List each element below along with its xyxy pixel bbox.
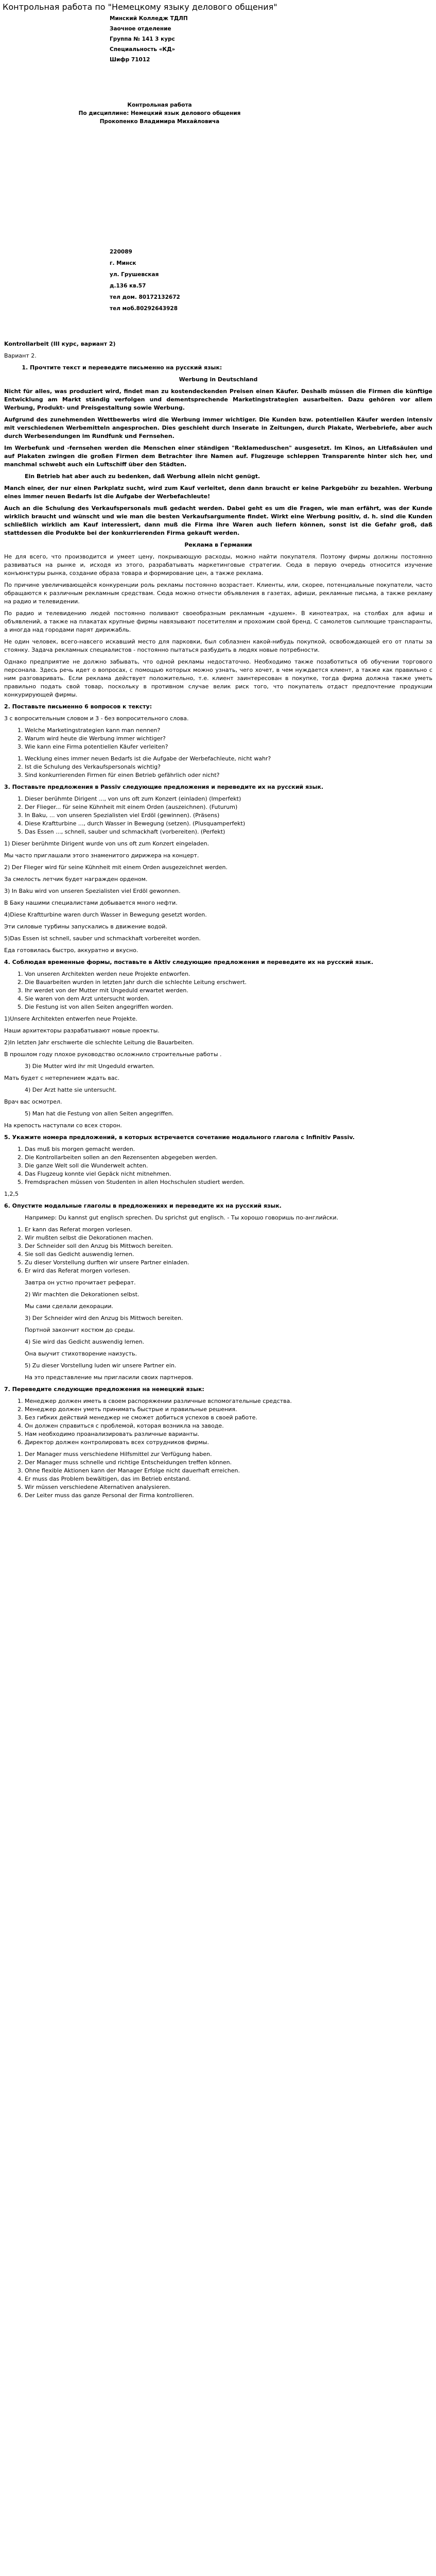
list-item: 6. Er wird das Referat morgen vorlesen. (25, 1267, 432, 1275)
list-item: 5. Die Festung ist von allen Seiten angegriffen worden. (25, 1003, 432, 1011)
list-item: 4. Das Flugzeug konnte viel Gepäck nicht mitnehmen. (25, 1170, 432, 1178)
header-line: Заочное отделение (110, 26, 171, 32)
header-line: Группа № 141 3 курс (110, 36, 175, 42)
answer-line: 3) Der Schneider wird den Anzug bis Mittwoch bereiten. (25, 1315, 183, 1321)
list-item: 4. Diese Kraftturbine ..., durch Wasser in Bewegung (setzen). (Plusquamperfekt) (25, 820, 432, 828)
answer-line: 4) Sie wird das Gedicht auswendig lernen. (25, 1338, 145, 1345)
answer-line: За смелость летчик будет награжден орденом. (4, 876, 148, 883)
list-item: 2. Менеджер должен уметь принимать быстрые и правильные решения. (25, 1405, 432, 1414)
task2-heading: 2. Поставьте письменно 6 вопросов к тексту: (4, 703, 152, 710)
german-paragraph: Auch an die Schulung des Verkaufspersonals muß gedacht werden. Dabei geht es um die Fragen, wie man erfährt, was der Kunde wirklich braucht und wünscht und wie man die besten Verkaufsargumente findet. Wirkt eine Werbung positiv, d. h. sind die Kunden schließlich wirklich am Kauf interessiert, dann muß die Firma ihre Waren auch liefern können, sonst ist die Gefahr groß, daß stattdessen die Produkte bei der konkurrierenden Firma gekauft werden. (4, 505, 432, 536)
address-line: ул. Грушевская (110, 272, 159, 278)
german-paragraph: Manch einer, der nur einen Parkplatz sucht, wird zum Kauf verleitet, denn dann braucht er keine Parkgebühr zu bezahlen. Werbung eines immer neuen Bedarfs ist die Aufgabe der Werbefachleute! (4, 485, 432, 500)
header-line: Минский Колледж ТДЛП (110, 15, 188, 22)
address-line: д.136 кв.57 (110, 283, 146, 289)
answer-line: 2)In letzten Jahr erschwerte die schlechte Leitung die Bauarbeiten. (4, 1039, 194, 1046)
task1-title: Werbung in Deutschland (179, 376, 258, 383)
answer-line: Мы часто приглашали этого знаменитого дирижера на концерт. (4, 852, 199, 859)
russian-paragraph: Не один человек, всего-навсего искавший место для парковки, был соблазнен какой-нибудь покупкой, освобождающей его от платы за стоянку. Задача рекламных специалистов - постоянно пытаться разбудить в людях новые потребности. (4, 638, 432, 653)
list-item: 1. Von unseren Architekten werden neue Projekte entworfen. (25, 970, 432, 978)
answer-line: Наши архитекторы разрабатывают новые проекты. (4, 1027, 160, 1034)
answer-line: Эти силовые турбины запускались в движение водой. (4, 923, 167, 930)
list-item: 2. Der Manager muss schnelle und richtige Entscheidungen treffen können. (25, 1459, 432, 1467)
answer-line: Она выучит стихотворение наизусть. (25, 1350, 137, 1357)
answer-line: Завтра он устно прочитает реферат. (25, 1279, 136, 1286)
list-item: 3. Ihr werdet von der Mutter mit Ungeduld erwartet werden. (25, 987, 432, 995)
list-item: 3. Der Schneider soll den Anzug bis Mittwoch bereiten. (25, 1242, 432, 1250)
answer-line: Еда готовилась быстро, аккуратно и вкусно. (4, 947, 138, 954)
task3-heading: 3. Поставьте предложения в Passiv следующие предложения и переведите их на русский язык. (4, 784, 324, 790)
answer-line: 1) Dieser berühmte Dirigent wurde von uns oft zum Konzert eingeladen. (4, 840, 210, 847)
task6-example: Например: Du kannst gut englisch sprechen. Du sprichst gut englisch. - Ты хорошо говоришь по-английски. (25, 1214, 339, 1221)
answer-line: Мы сами сделали декорации. (25, 1303, 114, 1310)
german-paragraph: Ein Betrieb hat aber auch zu bedenken, daß Werbung allein nicht genügt. (25, 473, 260, 480)
answer-line: 5) Man hat die Festung von allen Seiten angegriffen. (25, 1110, 174, 1117)
kontrol-label: Kontrollarbeit (III курс, вариант 2) (4, 341, 116, 347)
address-line: 220089 (110, 249, 132, 255)
russian-paragraph: По причине увеличивающейся конкуренции роль рекламы постоянно возрастает. Клиенты, или, скорее, потенциальные покупатели, часто обращаются к различным рекламным средствам. Сюда можно отнести объявления в газетах, афиши, рекламные письма, а также рекламу на радио и телевидении. (4, 582, 432, 605)
german-paragraph: Im Werbefunk und -fernsehen werden die Menschen einer ständigen "Reklameduschen" ausgesetzt. Im Kinos, an Litfaßsäulen und auf Plakaten zwingen die großen Firmen dem Betrachter ihre Namen auf. Flugzeuge schleppen Transparente hinter sich her, und manchmal schwebt auch ein Luftschiff über den Städten. (4, 445, 432, 468)
answer-line: 3) Die Mutter wird ihr mit Ungeduld erwarten. (25, 1063, 155, 1070)
list-item: 4. Sie waren von dem Arzt untersucht worden. (25, 995, 432, 1003)
list-item: 4. Он должен справиться с проблемой, которая возникла на заводе. (25, 1422, 432, 1430)
list-item: 2. Warum wird heute die Werbung immer wichtiger? (25, 735, 432, 743)
list-item: 2. Wir mußten selbst die Dekorationen machen. (25, 1234, 432, 1242)
work-title-line: Контрольная работа (127, 102, 192, 108)
answer-line: На крепость наступали со всех сторон. (4, 1122, 122, 1129)
work-title-block (0, 101, 319, 126)
work-title-line: Прокопенко Владимира Михайловича (99, 118, 220, 125)
answer-line: 5)Das Essen ist schnell, sauber und schmackhaft vorbereitet worden. (4, 935, 201, 942)
answer-line: 1)Unsere Architekten entwerfen neue Projekte. (4, 1015, 137, 1022)
address-block (110, 246, 180, 314)
variant-label: Вариант 2. (4, 352, 37, 359)
main-content (4, 340, 432, 1503)
list-item: 1. Der Manager muss verschiedene Hilfsmittel zur Verfügung haben. (25, 1450, 432, 1459)
list-item: 3. Wie kann eine Firma potentiellen Käufer verleiten? (25, 743, 432, 751)
answer-line: 4) Der Arzt hatte sie untersucht. (25, 1087, 117, 1093)
russian-title: Реклама в Германии (184, 541, 252, 548)
address-line: тел моб.80292643928 (110, 306, 178, 312)
document-title: Контрольная работа по "Немецкому языку делового общения" (3, 2, 277, 12)
list-item: 2. Ist die Schulung des Verkaufspersonals wichtig? (25, 763, 432, 771)
list-item: 1. Das muß bis morgen gemacht werden. (25, 1145, 432, 1154)
answer-line: 4)Diese Kraftturbine waren durch Wasser in Bewegung gesetzt worden. (4, 911, 207, 918)
list-item: 3. Без гибких действий менеджер не сможет добиться успехов в своей работе. (25, 1414, 432, 1422)
answer-line: На это представление мы пригласили своих партнеров. (25, 1374, 194, 1381)
german-paragraph: Aufgrund des zunehmenden Wettbewerbs wird die Werbung immer wichtiger. Die Kunden bzw. potentiellen Käufer werden intensiv mit verschiedenen Werbemitteln angesprochen. Dies geschieht durch Inserate in Zeitungen, durch Plakate, Werbebriefe, aber auch durch Werbesendungen im Rundfunk und Fernsehen. (4, 416, 432, 439)
task1-heading: 1. Прочтите текст и переведите письменно на русский язык: (30, 364, 432, 372)
list-item: 1. Welche Marketingstrategien kann man nennen? (25, 726, 432, 735)
answer-line: 2) Wir machten die Dekorationen selbst. (25, 1291, 139, 1298)
list-item: 5. Zu dieser Vorstellung durften wir unsere Partner einladen. (25, 1259, 432, 1267)
list-item: 5. Fremdsprachen müssen von Studenten in allen Hochschulen studiert werden. (25, 1178, 432, 1187)
answer-line: 3) In Baku wird von unseren Spezialisten viel Erdöl gewonnen. (4, 888, 181, 894)
list-item: 5. Нам необходимо проанализировать различные варианты. (25, 1430, 432, 1438)
list-item: 2. Die Bauarbeiten wurden in letzten Jahr durch die schlechte Leitung erschwert. (25, 978, 432, 987)
list-item: 3. Ohne flexible Aktionen kann der Manager Erfolge nicht dauerhaft erreichen. (25, 1467, 432, 1475)
task2-intro: 3 с вопросительным словом и 3 - без вопросительного слова. (4, 715, 189, 722)
answer-line: В прошлом году плохое руководство осложнило строительные работы . (4, 1051, 222, 1058)
list-item: 6. Der Leiter muss das ganze Personal der Firma kontrollieren. (25, 1492, 432, 1500)
header-line: Шифр 71012 (110, 57, 150, 63)
answer-line: 5) Zu dieser Vorstellung luden wir unsere Partner ein. (25, 1362, 177, 1369)
address-line: г. Минск (110, 260, 136, 266)
russian-paragraph: По радио и телевидению людей постоянно поливают своеобразным рекламным «душем». В кинотеатрах, на столбах для афиш и объявлений, а также на плакатах крупные фирмы навязывают посетителям и прохожим свой бренд. С самолетов сыплющие транспаранты, а иногда над городами парят дирижабль. (4, 610, 432, 633)
list-item: 1. Wecklung eines immer neuen Bedarfs ist die Aufgabe der Werbefachleute, nicht wahr? (25, 755, 432, 763)
header-block (110, 13, 316, 65)
work-title-line: По дисциплине: Немецкий язык делового общения (78, 110, 241, 116)
list-item: 3. Die ganze Welt soll die Wunderwelt achten. (25, 1162, 432, 1170)
list-item: 1. Er kann das Referat morgen vorlesen. (25, 1226, 432, 1234)
list-item: 5. Das Essen ..., schnell, sauber und schmackhaft (vorbereiten). (Perfekt) (25, 828, 432, 836)
answer-line: 2) Der Flieger wird für seine Kühnheit mit einem Orden ausgezeichnet werden. (4, 864, 228, 871)
address-line: тел дом. 80172132672 (110, 294, 180, 300)
list-item: 5. Wir müssen verschiedene Alternativen analysieren. (25, 1483, 432, 1492)
answer-line: Врач вас осмотрел. (4, 1098, 62, 1105)
answer-line: Портной закончит костюм до среды. (25, 1327, 135, 1333)
list-item: 2. Die Kontrollarbeiten sollen an den Rezensenten abgegeben werden. (25, 1154, 432, 1162)
answer-line: В Баку нашими специалистами добывается много нефти. (4, 900, 178, 906)
list-item: 6. Директор должен контролировать всех сотрудников фирмы. (25, 1438, 432, 1447)
list-item: 3. Sind konkurrierenden Firmen für einen Betrieb gefährlich oder nicht? (25, 771, 432, 779)
task6-heading: 6. Опустите модальные глаголы в предложениях и переведите их на русский язык. (4, 1202, 282, 1209)
task4-heading: 4. Соблюдая временные формы, поставьте в Aktiv следующие предложения и переведите их на русский язык. (4, 959, 374, 965)
list-item: 3. In Baku, ... von unseren Spezialisten viel Erdöl (gewinnen). (Präsens) (25, 811, 432, 820)
list-item: 4. Er muss das Problem bewältigen, das im Betrieb entstand. (25, 1475, 432, 1483)
task5-answer: 1,2,5 (4, 1191, 19, 1197)
header-line: Специальность «КД» (110, 46, 176, 53)
task5-heading: 5. Укажите номера предложений, в которых встречается сочетание модального глагола с Infinitiv Passiv. (4, 1134, 355, 1141)
russian-paragraph: Не для всего, что производится и умеет цену, покрывающую расходы, можно найти покупателя. Поэтому фирмы должны постоянно развиваться на рынке и, исходя из этого, разрабатывать маркетинговые стратегии. Сюда в первую очередь относится изучение конъюнктуры рынка, создание образа товара и формирование цен, а также реклама. (4, 553, 432, 577)
russian-paragraph: Однако предприятие не должно забывать, что одной рекламы недостаточно. Необходимо также позаботиться об обучении торгового персонала. Здесь речь идет о вопросах, с помощью которых можно узнать, чего хочет, в чем нуждается клиент, а также как правильно с ним разговаривать. Если реклама действует положительно, т.е. клиент заинтересован в покупке, тогда фирма должна также уметь правильно подать свой товар, поскольку в противном случае велик риск того, что покупатель отдаст предпочтение продукции конкурирующей фирмы. (4, 658, 432, 698)
answer-line: Мать будет с нетерпением ждать вас. (4, 1075, 120, 1081)
german-paragraph: Nicht für alles, was produziert wird, findet man zu kostendeckenden Preisen einen Käufer. Deshalb müssen die Firmen die künftige Entwicklung am Markt ständig verfolgen und dementsprechende Marketingstrategien ausarbeiten. Dazu gehören vor allem Werbung, Produkt- und Preisgestaltung sowie Werbung. (4, 388, 432, 411)
task7-heading: 7. Переведите следующие предложения на немецкий язык: (4, 1386, 204, 1393)
list-item: 1. Менеджер должен иметь в своем распоряжении различные вспомогательные средства. (25, 1397, 432, 1405)
list-item: 2. Der Flieger... für seine Kühnheit mit einem Orden (auszeichnen). (Futurum) (25, 803, 432, 811)
list-item: 1. Dieser berühmte Dirigent ..., von uns oft zum Konzert (einladen) (Imperfekt) (25, 795, 432, 803)
list-item: 4. Sie soll das Gedicht auswendig lernen. (25, 1250, 432, 1259)
